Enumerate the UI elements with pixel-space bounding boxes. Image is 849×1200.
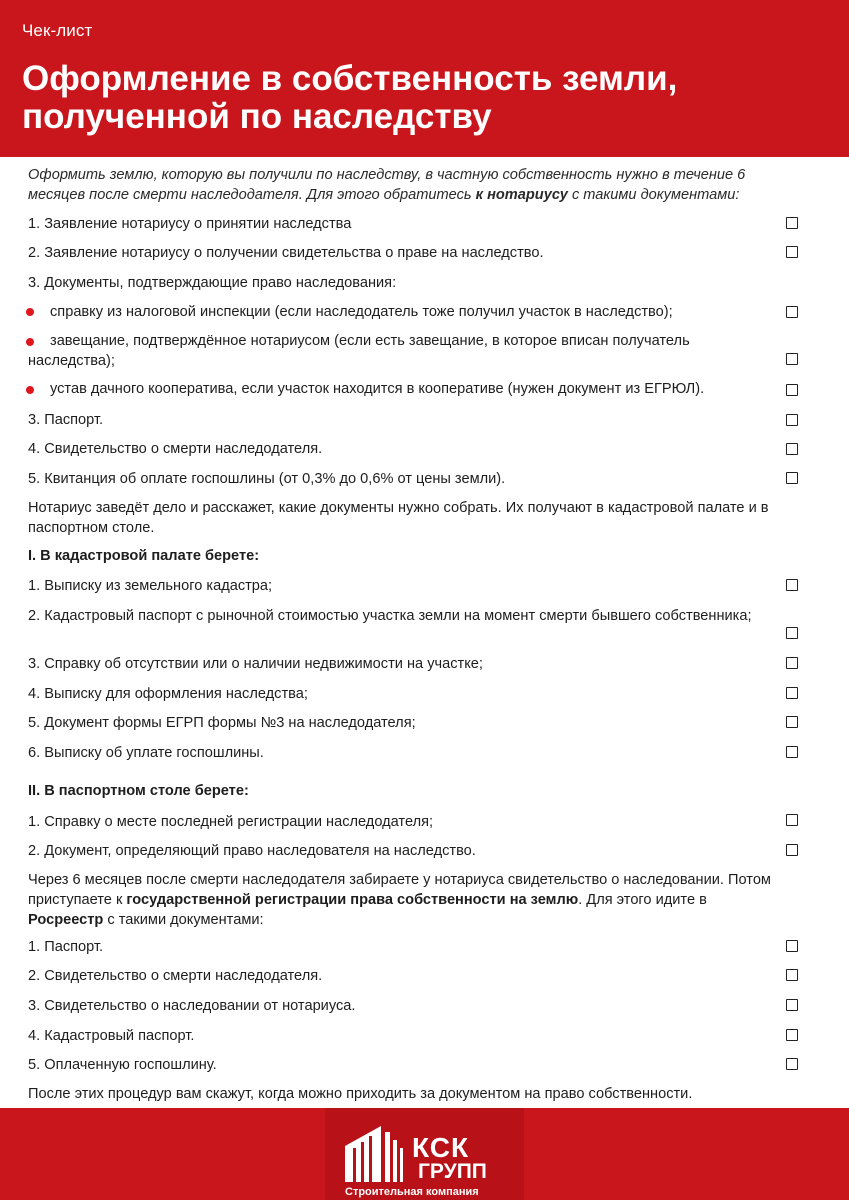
section-heading-cadastral: I. В кадастровой палате берете:: [28, 548, 260, 564]
checklist-item-text: 4. Кадастровый паспорт.: [28, 1028, 195, 1044]
bullet-item-text: устав дачного кооператива, если участок находится в кооперативе (нужен документ из ЕГРЮЛ).: [50, 381, 705, 397]
checklist-section-text: 3. Документы, подтверждающие право наследования:: [28, 275, 397, 291]
checklist-item-text: 1. Справку о месте последней регистрации наследодателя;: [28, 814, 434, 830]
checkbox[interactable]: [786, 353, 798, 365]
page-title-line-1: Оформление в собственность земли,: [22, 59, 678, 98]
checkbox[interactable]: [786, 814, 798, 826]
footer-banner: [0, 1108, 849, 1200]
checkbox[interactable]: [786, 443, 798, 455]
checklist-item-text: 2. Кадастровый паспорт с рыночной стоимостью участка земли на момент смерти бывшего собственника;: [28, 608, 752, 624]
bullet-item-text: справку из налоговой инспекции (если наследодатель тоже получил участок в наследство);: [50, 304, 673, 320]
bullet-icon: [26, 386, 34, 394]
checkbox[interactable]: [786, 1029, 798, 1041]
checklist-item-text: 2. Заявление нотариусу о получении свидетельства о праве на наследство.: [28, 245, 544, 261]
checklist-item-text: 1. Паспорт.: [28, 939, 104, 955]
bullet-icon: [26, 308, 34, 316]
checkbox[interactable]: [786, 579, 798, 591]
registry-note-text: с такими документами:: [103, 912, 264, 928]
checkbox[interactable]: [786, 716, 798, 728]
intro-text: Оформить землю, которую вы получили по наследству, в частную собственность нужно в течение 6 месяцев после смерти наследодателя. Для этого обратитесь: [28, 167, 746, 203]
checklist-item-text: 5. Документ формы ЕГРП формы №3 на наследодателя;: [28, 715, 416, 731]
checkbox[interactable]: [786, 217, 798, 229]
checkbox[interactable]: [786, 746, 798, 758]
registry-note-text: Через 6 месяцев после смерти наследодателя забираете у нотариуса свидетельство о наследовании. Потом приступаете к: [28, 872, 771, 908]
checkbox[interactable]: [786, 969, 798, 981]
checklist-item-text: 6. Выписку об уплате госпошлины.: [28, 745, 264, 761]
page-title-line-2: полученной по наследству: [22, 97, 492, 136]
section-heading-passport-office: II. В паспортном столе берете:: [28, 783, 249, 799]
intro-paragraph: [28, 165, 773, 205]
checklist-item-text: 1. Заявление нотариусу о принятии наследства: [28, 216, 352, 232]
checkbox[interactable]: [786, 306, 798, 318]
checklist-item-text: 5. Квитанция об оплате госпошлины (от 0,3% до 0,6% от цены земли).: [28, 471, 506, 487]
bullet-item-text: завещание, подтверждённое нотариусом (если есть завещание, в которое вписан получатель наследства);: [28, 333, 690, 369]
checklist-item-text: 2. Документ, определяющий право наследователя на наследство.: [28, 843, 476, 859]
building-logo-icon: [343, 1118, 407, 1182]
checkbox[interactable]: [786, 384, 798, 396]
checkbox[interactable]: [786, 627, 798, 639]
checkbox[interactable]: [786, 687, 798, 699]
checklist-body: [0, 157, 849, 1108]
checkbox[interactable]: [786, 1058, 798, 1070]
checkbox[interactable]: [786, 999, 798, 1011]
intro-text-end: с такими документами:: [567, 187, 740, 203]
doc-type-label: Чек-лист: [22, 21, 93, 40]
logo-subtitle: Строительная компания: [345, 1186, 479, 1198]
logo-text-top: КСК: [412, 1132, 470, 1163]
checklist-item-text: 4. Выписку для оформления наследства;: [28, 686, 308, 702]
notary-note: Нотариус заведёт дело и расскажет, какие документы нужно собрать. Их получают в кадастровой палате и в паспортном столе.: [28, 500, 769, 536]
checklist-item-text: 5. Оплаченную госпошлину.: [28, 1057, 217, 1073]
closing-note: После этих процедур вам скажут, когда можно приходить за документом на право собственности.: [28, 1086, 693, 1102]
checklist-item-text: 1. Выписку из земельного кадастра;: [28, 578, 273, 594]
registry-note-bold: Росреестр: [28, 912, 104, 928]
intro-bold: к нотариусу: [475, 187, 568, 203]
checkbox[interactable]: [786, 246, 798, 258]
page-title: [22, 60, 822, 136]
checkbox[interactable]: [786, 844, 798, 856]
registry-note-text: . Для этого идите в: [578, 892, 707, 908]
checkbox[interactable]: [786, 657, 798, 669]
checklist-item-text: 4. Свидетельство о смерти наследодателя.: [28, 441, 323, 457]
registry-note: [28, 870, 773, 930]
header-banner: [0, 0, 849, 157]
checklist-item-text: 3. Справку об отсутствии или о наличии недвижимости на участке;: [28, 656, 483, 672]
checklist-item-text: 2. Свидетельство о смерти наследодателя.: [28, 968, 323, 984]
checkbox[interactable]: [786, 940, 798, 952]
checkbox[interactable]: [786, 472, 798, 484]
registry-note-bold: государственной регистрации права собственности на землю: [126, 892, 579, 908]
checkbox[interactable]: [786, 414, 798, 426]
checklist-item-text: 3. Паспорт.: [28, 412, 104, 428]
checklist-item-text: 3. Свидетельство о наследовании от нотариуса.: [28, 998, 356, 1014]
logo-text-bottom: ГРУПП: [418, 1160, 487, 1183]
